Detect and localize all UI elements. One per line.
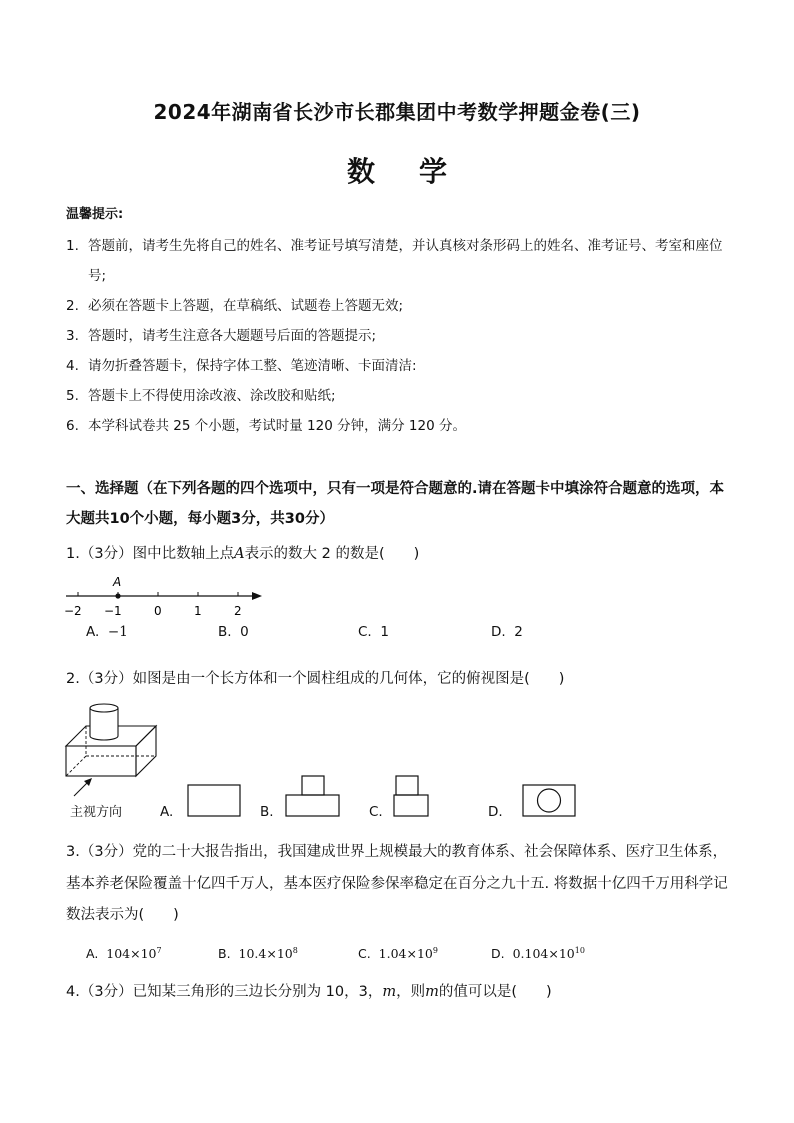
notice-item-number: 4. bbox=[66, 358, 79, 374]
option-letter: D. bbox=[491, 946, 505, 962]
option-value: 1 bbox=[380, 624, 389, 640]
option-letter: C. bbox=[358, 946, 371, 962]
notice-item-text: 答题时，请考生注意各大题题号后面的答题提示; bbox=[88, 328, 377, 344]
option-mantissa: 104×10 bbox=[106, 946, 157, 962]
notice-item-text: 必须在答题卡上答题，在草稿纸、试题卷上答题无效; bbox=[88, 298, 404, 314]
cylinder-body bbox=[90, 708, 118, 740]
square-shape bbox=[302, 776, 324, 795]
question-1 bbox=[66, 539, 736, 569]
rectangle-shape bbox=[394, 795, 428, 816]
question-number: 1. bbox=[66, 546, 80, 562]
option-letter: A. bbox=[86, 624, 100, 640]
question-text-tail: 的值可以是( ) bbox=[438, 984, 552, 1000]
option-letter: B. bbox=[218, 946, 231, 962]
notice-heading: 温馨提示: bbox=[66, 207, 124, 222]
notice-item-text: 本学科试卷共 25 个小题，考试时量 120 分钟，满分 120 分。 bbox=[88, 418, 466, 434]
option-b[interactable] bbox=[218, 624, 249, 640]
notice-item bbox=[66, 291, 736, 321]
rectangle-shape bbox=[286, 795, 339, 816]
option-d[interactable]: D. bbox=[488, 804, 503, 820]
notice-item bbox=[66, 351, 736, 381]
option-letter: A. bbox=[86, 946, 99, 962]
tick-label: 1 bbox=[194, 604, 202, 618]
question-score: （3分） bbox=[79, 671, 133, 687]
question-text: 党的二十大报告指出，我国建成世界上规模最大的教育体系、社会保障体系、医疗卫生体系，基本养老保险覆盖十亿四千万人，基本医疗保险参保率稳定在百分之九十五. 将数据十亿四千万用科学记数法表示为( ) bbox=[66, 844, 728, 923]
option-a[interactable] bbox=[86, 624, 128, 640]
question-score: （3分） bbox=[79, 984, 133, 1000]
option-mantissa: 10.4×10 bbox=[238, 946, 293, 962]
question-3 bbox=[66, 837, 736, 932]
question-score: （3分） bbox=[79, 546, 133, 562]
rectangle-shape bbox=[523, 785, 575, 816]
question-number: 4. bbox=[66, 984, 80, 1000]
option-c[interactable]: C. bbox=[369, 804, 383, 820]
variable-m: m bbox=[382, 984, 397, 1000]
option-b[interactable]: B. bbox=[260, 804, 274, 820]
notice-item-number: 6. bbox=[66, 418, 79, 434]
option-exponent: 10 bbox=[574, 946, 585, 955]
option-c[interactable] bbox=[358, 946, 438, 961]
tick-label: 2 bbox=[234, 604, 242, 618]
section-heading: 一、选择题（在下列各题的四个选项中，只有一项是符合题意的.请在答题卡中填涂符合题意的选项，本大题共10个小题，每小题3分，共30分） bbox=[66, 481, 725, 527]
notice-item bbox=[66, 381, 736, 411]
option-mantissa: 1.04×10 bbox=[378, 946, 433, 962]
option-d-figure bbox=[521, 783, 577, 819]
rectangle-shape bbox=[188, 785, 240, 816]
number-line-figure bbox=[60, 572, 270, 622]
question-text: 已知某三角形的三边长分别为 10，3， bbox=[132, 984, 383, 1000]
question-text: 如图是由一个长方体和一个圆柱组成的几何体，它的俯视图是( ) bbox=[132, 671, 565, 687]
notice-item-text: 答题卡上不得使用涂改液、涂改胶和贴纸; bbox=[88, 388, 336, 404]
question-score: （3分） bbox=[79, 844, 133, 860]
option-value: 2 bbox=[514, 624, 523, 640]
tick-label: −1 bbox=[104, 604, 122, 618]
option-c-figure bbox=[392, 774, 432, 820]
option-value: 0 bbox=[240, 624, 249, 640]
exam-title: 2024年湖南省长沙市长郡集团中考数学押题金卷(三) bbox=[153, 100, 641, 124]
option-a[interactable] bbox=[86, 946, 162, 961]
notice-item-text: 答题前，请考生先将自己的姓名、准考证号填写清楚，并认真核对条形码上的姓名、准考证号、考室和座位号; bbox=[88, 238, 723, 284]
option-mantissa: 0.104×10 bbox=[512, 946, 575, 962]
option-a[interactable]: A. bbox=[160, 804, 174, 820]
question-4 bbox=[66, 977, 736, 1007]
question-number: 2. bbox=[66, 671, 80, 687]
option-a-figure bbox=[186, 783, 242, 819]
question-text-mid: ，则 bbox=[396, 984, 426, 1000]
option-letter: B. bbox=[218, 624, 232, 640]
notice-item bbox=[66, 231, 736, 291]
box-front-face bbox=[66, 746, 136, 776]
option-exponent: 8 bbox=[292, 946, 298, 955]
hidden-edge bbox=[66, 756, 86, 776]
box-side-face bbox=[136, 726, 156, 776]
option-letter: D. bbox=[491, 624, 506, 640]
point-a-label: A bbox=[113, 575, 122, 589]
option-b-figure bbox=[284, 774, 342, 820]
option-d[interactable] bbox=[491, 624, 523, 640]
notice-item-number: 3. bbox=[66, 328, 79, 344]
circle-shape bbox=[538, 789, 561, 812]
option-b[interactable] bbox=[218, 946, 298, 961]
tick-label: −2 bbox=[64, 604, 82, 618]
question-text: 图中比数轴上点 bbox=[132, 546, 235, 562]
question-number: 3. bbox=[66, 844, 80, 860]
notice-list bbox=[66, 231, 736, 441]
option-c[interactable] bbox=[358, 624, 389, 640]
cylinder-top bbox=[90, 704, 118, 712]
figure-caption: 主视方向 bbox=[70, 805, 123, 820]
option-letter: C. bbox=[358, 624, 372, 640]
notice-item bbox=[66, 411, 736, 441]
notice-item-number: 2. bbox=[66, 298, 79, 314]
option-exponent: 7 bbox=[156, 946, 162, 955]
square-shape bbox=[396, 776, 418, 795]
option-value: −1 bbox=[107, 624, 128, 640]
notice-item-number: 5. bbox=[66, 388, 79, 404]
variable-m: m bbox=[425, 984, 439, 1000]
question-text-tail: 表示的数大 2 的数是( ) bbox=[244, 546, 420, 562]
arrow-icon bbox=[252, 592, 262, 600]
option-d[interactable] bbox=[491, 946, 585, 961]
notice-item bbox=[66, 321, 736, 351]
tick-label: 0 bbox=[154, 604, 162, 618]
option-exponent: 9 bbox=[432, 946, 438, 955]
question-2 bbox=[66, 664, 736, 694]
point-variable: A bbox=[234, 546, 245, 562]
notice-item-number: 1. bbox=[66, 238, 79, 254]
notice-item-text: 请勿折叠答题卡，保持字体工整、笔迹清晰、卡面清洁: bbox=[88, 358, 417, 374]
point-a-dot bbox=[115, 593, 120, 598]
subject-heading: 数学 bbox=[346, 155, 491, 188]
